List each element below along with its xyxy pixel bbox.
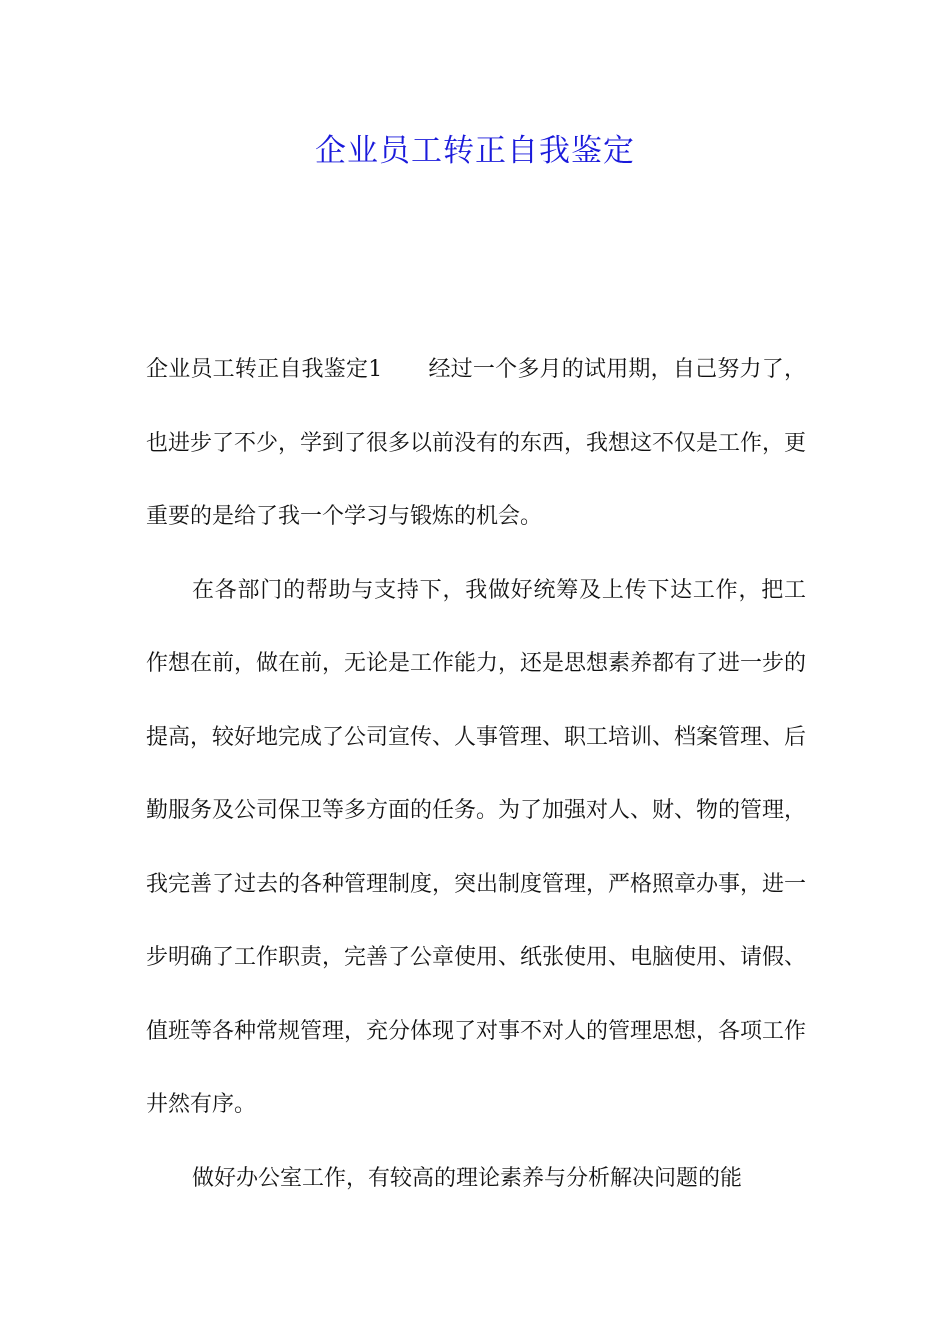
paragraph-1-text: 经过一个多月的试用期，自己努力了，也进步了不少，学到了很多以前没有的东西，我想这不仅是工作，更重要的是给了我一个学习与锻炼的机会。 [146,357,807,529]
document-body [146,333,806,1215]
paragraph-1 [146,333,806,554]
document-title: 企业员工转正自我鉴定 [315,133,635,169]
inline-heading: 企业员工转正自我鉴定1 [146,357,383,382]
paragraph-3: 做好办公室工作，有较高的理论素养与分析解决问题的能 [192,1165,743,1191]
paragraph-2: 在各部门的帮助与支持下，我做好统筹及上传下达工作，把工作想在前，做在前，无论是工作能力，还是思想素养都有了进一步的提高，较好地完成了公司宣传、人事管理、职工培训、档案管理、后勤服务及公司保卫等多方面的任务。为了加强对人、财、物的管理，我完善了过去的各种管理制度，突出制度管理，严格照章办事，进一步明确了工作职责，完善了公章使用、纸张使用、电脑使用、请假、值班等各种常规管理，充分体现了对事不对人的管理思想，各项工作井然有序。 [146,577,807,1117]
